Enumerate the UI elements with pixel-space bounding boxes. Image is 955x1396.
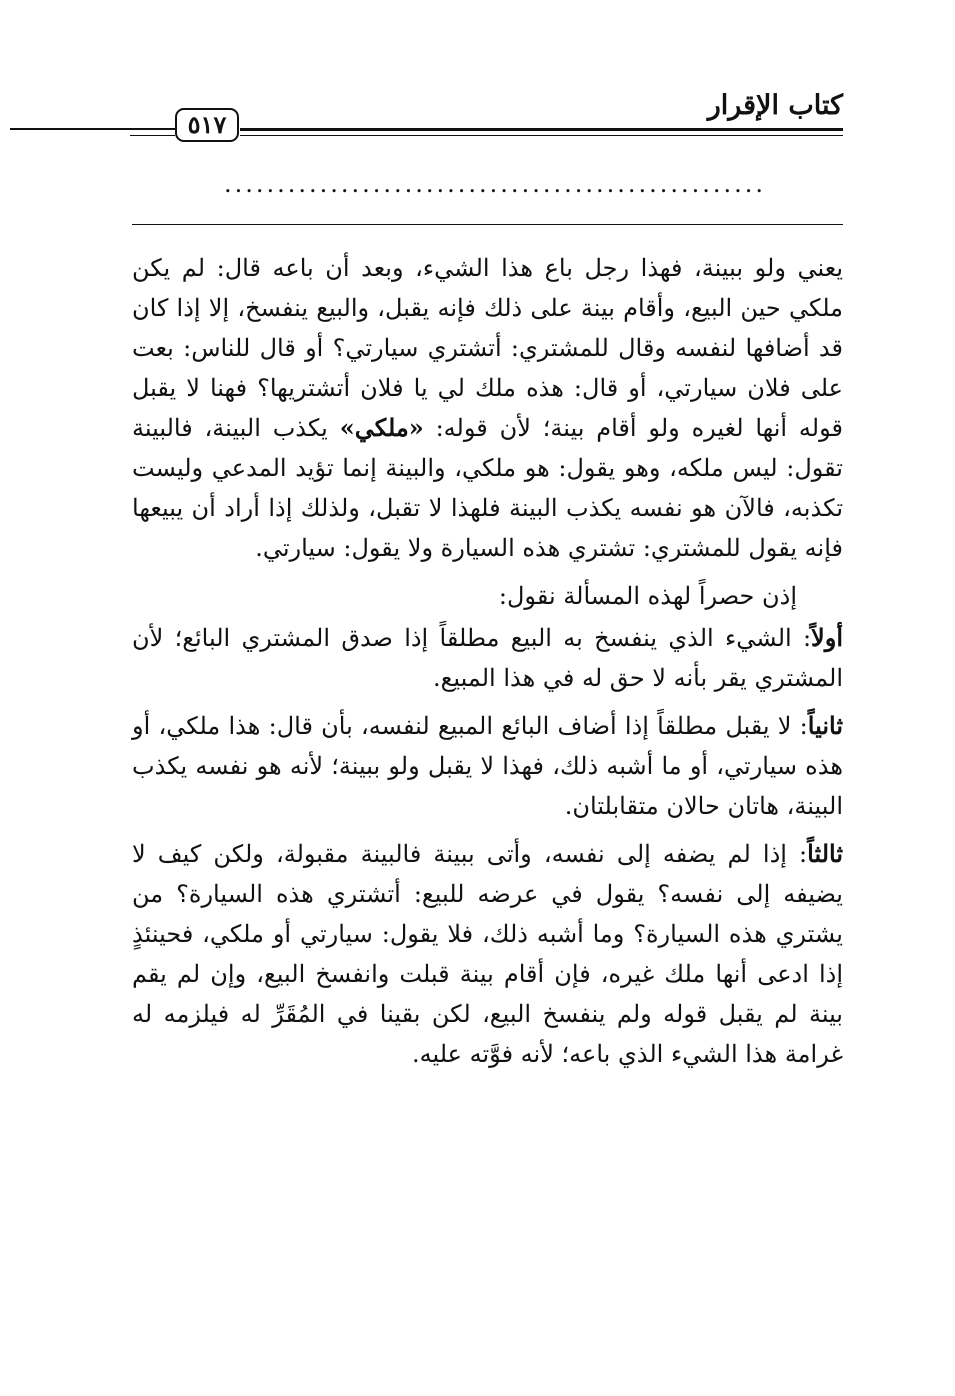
paragraph-intro [132,248,843,568]
point-label-third: ثالثاً [807,839,843,868]
section-separator-line [132,224,843,225]
header-rule-left-short [130,135,175,136]
quoted-bold-term: «ملكي» [339,413,424,442]
paragraph-text: يكذب البينة، فالبينة تقول: ليس ملكه، وهو يقول: هو ملكي، والبينة إنما تؤيد المدعي وليست تكذبه، فالآن هو نفسه يكذب البينة فلهذا لا تقبل، ولذلك إذا أراد أن يبيعها فإنه يقول للمشتري: تشتري هذه السيارة ولا يقول: سيارتي. [132,414,843,562]
header-rule-thin [240,135,843,136]
paragraph-text: : الشيء الذي ينفسخ به البيع مطلقاً إذا صدق المشتري البائع؛ لأن المشتري يقر بأنه لا حق له في هذا المبيع. [132,624,843,692]
header-rule-left [10,128,175,130]
point-label-first: أولاً [811,623,843,652]
paragraph-third-point [132,834,843,1074]
paragraph-summary-lead: إذن حصراً لهذه المسألة نقول: [498,582,797,610]
point-label-second: ثانياً [807,711,843,740]
book-title: كتاب الإقرار [707,90,843,121]
paragraph-text: : لا يقبل مطلقاً إذا أضاف البائع المبيع لنفسه، بأن قال: هذا ملكي، أو هذه سيارتي، أو ما أشبه ذلك، فهذا لا يقبل ولو ببينة؛ لأنه هو نفسه يكذب البينة، هاتان حالان متقابلتان. [132,712,843,820]
header-rule-thick [240,128,843,131]
main-text [132,248,843,1082]
paragraph-text: : إذا لم يضفه إلى نفسه، وأتى ببينة فالبينة مقبولة، ولكن كيف لا يضيفه إلى نفسه؟ يقول في عرضه للبيع: أتشتري هذه السيارة؟ من يشتري هذه السيارة؟ وما أشبه ذلك، فلا يقول: سيارتي أو ملكي، فحينئذٍ إذا ادعى أنها ملك غيره، فإن أقام بينة قبلت وانفسخ البيع، وإن لم يقم بينة لم يقبل قوله ولم ينفسخ البيع، لكن بقينا في المُقَرِّ له فيلزمه له غرامة هذا الشيء الذي باعه؛ لأنه فوَّته عليه. [132,840,844,1068]
paragraph-first-point [132,618,843,698]
paragraph-text: يعني ولو ببينة، فهذا رجل باع هذا الشيء، وبعد أن باعه قال: لم يكن ملكي حين البيع، وأقام بينة على ذلك فإنه يقبل، والبيع ينفسخ، إلا إذا كان قد أضافها لنفسه وقال للمشتري: أتشتري سيارتي؟ أو قال للناس: بعت على فلان سيارتي، أو قال: هذه ملك لي يا فلان أتشتريها؟ فهنا لا يقبل قوله أنها لغيره ولو أقام بينة؛ لأن قوله: [132,254,843,442]
page-number: ٥١٧ [175,108,239,142]
dotted-separator: ................................................... [223,170,767,198]
paragraph-second-point [132,706,843,826]
page-header [0,80,955,160]
